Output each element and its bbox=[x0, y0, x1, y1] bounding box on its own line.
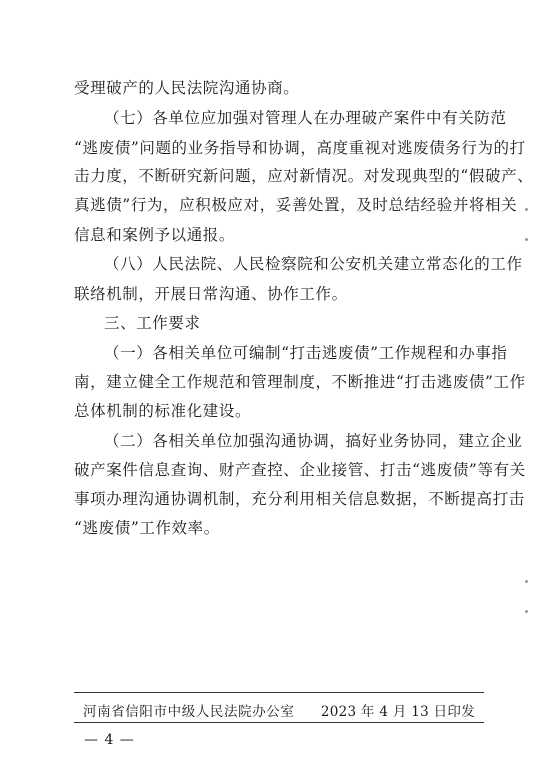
body-line: 信息和案例予以通报。 bbox=[74, 226, 236, 244]
footer-top-rule bbox=[74, 692, 484, 693]
scan-speck bbox=[525, 208, 528, 211]
footer-date: 2023 年 4 月 13 日印发 bbox=[320, 704, 475, 720]
body-line: 总体机制的标准化建设。 bbox=[74, 402, 252, 420]
paragraph-7-start: （七）各单位应加强对管理人在办理破产案件中有关防范 bbox=[104, 109, 507, 127]
footer-issuer: 河南省信阳市中级人民法院办公室 bbox=[83, 704, 295, 720]
paragraph-8-start: （八）人民法院、人民检察院和公安机关建立常态化的工作 bbox=[104, 255, 523, 273]
paragraph-2-start: （二）各相关单位加强沟通协调，搞好业务协同，建立企业 bbox=[104, 432, 523, 450]
body-line: 南，建立健全工作规范和管理制度，不断推进“打击逃废债”工作 bbox=[74, 373, 526, 391]
paragraph-1-start: （一）各相关单位可编制“打击逃废债”工作规程和办事指 bbox=[104, 344, 508, 362]
scan-speck bbox=[525, 610, 528, 613]
page-number: — 4 — bbox=[84, 732, 135, 748]
body-line: 真逃债”行为，应积极应对，妥善处置，及时总结经验并将相关 bbox=[74, 196, 518, 214]
scan-speck bbox=[525, 580, 528, 583]
body-line: 事项办理沟通协调机制，充分利用相关信息数据，不断提高打击 bbox=[74, 490, 525, 508]
body-line: “逃废债”工作效率。 bbox=[74, 519, 220, 537]
footer-bottom-rule bbox=[74, 722, 484, 723]
scan-speck bbox=[525, 238, 528, 241]
body-line: 破产案件信息查询、财产查控、企业接管、打击“逃废债”等有关 bbox=[74, 461, 526, 479]
body-line: 受理破产的人民法院沟通协商。 bbox=[74, 79, 300, 97]
body-line: “逃废债”问题的业务指导和协调，高度重视对逃废债务行为的打 bbox=[74, 139, 526, 157]
section-heading: 三、工作要求 bbox=[104, 314, 201, 332]
body-line: 联络机制，开展日常沟通、协作工作。 bbox=[74, 285, 348, 303]
body-line: 击力度，不断研究新问题，应对新情况。对发现典型的“假破产、 bbox=[74, 167, 534, 185]
